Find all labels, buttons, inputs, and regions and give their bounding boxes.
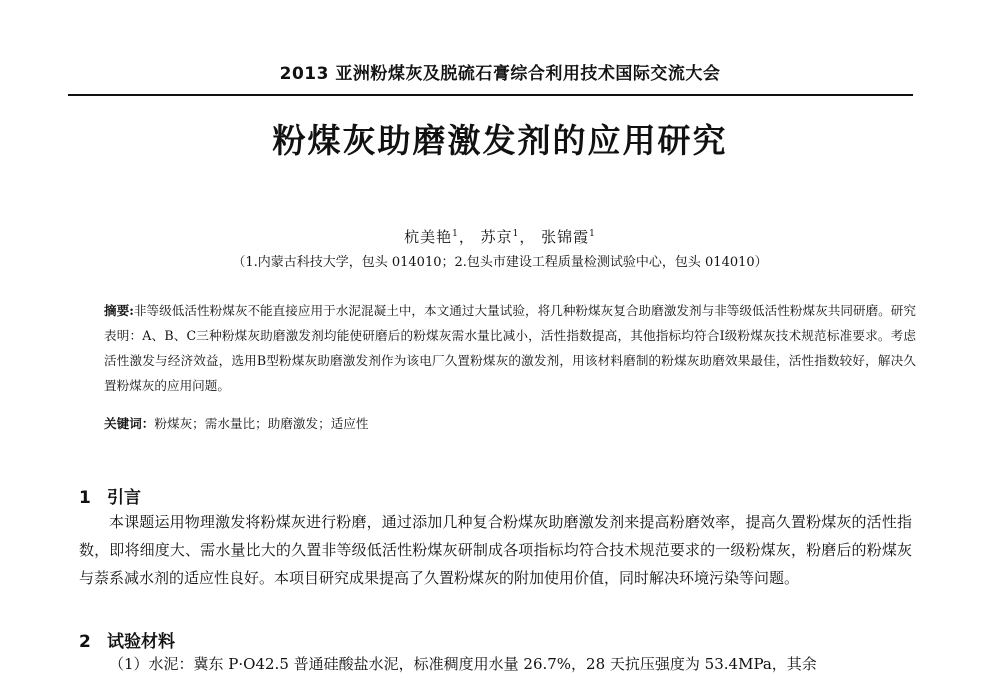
author-name: 苏京: [480, 228, 513, 246]
abstract: [104, 298, 916, 398]
section-paragraph-introduction: 本课题运用物理激发将粉煤灰进行粉磨，通过添加几种复合粉煤灰助磨激发剂来提高粉磨效率，提高久置粉煤灰的活性指数，即将细度大、需水量比大的久置非等级低活性粉煤灰研制成各项指标均符合技术规范要求的一级粉煤灰，粉磨后的粉煤灰与萘系减水剂的适应性良好。本项目研究成果提高了久置粉煤灰的附加使用价值，同时解决环境污染等问题。: [79, 513, 912, 587]
author-affil-mark: 1: [452, 229, 459, 239]
abstract-text: 非等级低活性粉煤灰不能直接应用于水泥混凝土中，本文通过大量试验，将几种粉煤灰复合助磨激发剂与非等级低活性粉煤灰共同研磨。研究表明：A、B、C三种粉煤灰助磨激发剂均能使研磨后的粉煤灰需水量比减小，活性指数提高，其他指标均符合Ⅰ级粉煤灰技术规范标准要求。考虑活性激发与经济效益，选用B型粉煤灰助磨激发剂作为该电厂久置粉煤灰的激发剂，用该材料磨制的粉煤灰助磨效果最佳，活性指数较好，解决久置粉煤灰的应用问题。: [104, 303, 917, 393]
abstract-label: 摘要:: [104, 303, 134, 318]
section-title: 试验材料: [107, 632, 175, 652]
header-rule: [68, 94, 913, 96]
section-number: 1: [79, 488, 91, 508]
author-affil-mark: 1: [589, 229, 596, 239]
keywords: [104, 412, 916, 436]
section-title: 引言: [107, 488, 141, 508]
keywords-label: 关键词：: [104, 416, 155, 431]
author-name: 杭美艳: [404, 228, 453, 246]
paper-title: 粉煤灰助磨激发剂的应用研究: [272, 121, 728, 160]
author-list: 杭美艳$^1$， 苏京$^1$， 张锦霞$^1$: [404, 228, 596, 246]
section-heading-introduction: [79, 483, 141, 508]
section-heading-materials: [79, 627, 175, 652]
author-name: 张锦霞: [541, 228, 590, 246]
section-number: 2: [79, 632, 91, 652]
section-paragraph-materials: （1）水泥：冀东 P·O42.5 普通硅酸盐水泥，标准稠度用水量 26.7%，28 天抗压强度为 53.4MPa，其余: [109, 655, 817, 673]
keywords-text: 粉煤灰；需水量比；助磨激发；适应性: [154, 416, 369, 431]
author-affil-mark: 1: [512, 229, 520, 239]
affiliation: （1.内蒙古科技大学，包头 014010；2.包头市建设工程质量检测试验中心，包头 014010）: [232, 255, 768, 270]
conference-header: 2013 亚洲粉煤灰及脱硫石膏综合利用技术国际交流大会: [279, 64, 721, 84]
